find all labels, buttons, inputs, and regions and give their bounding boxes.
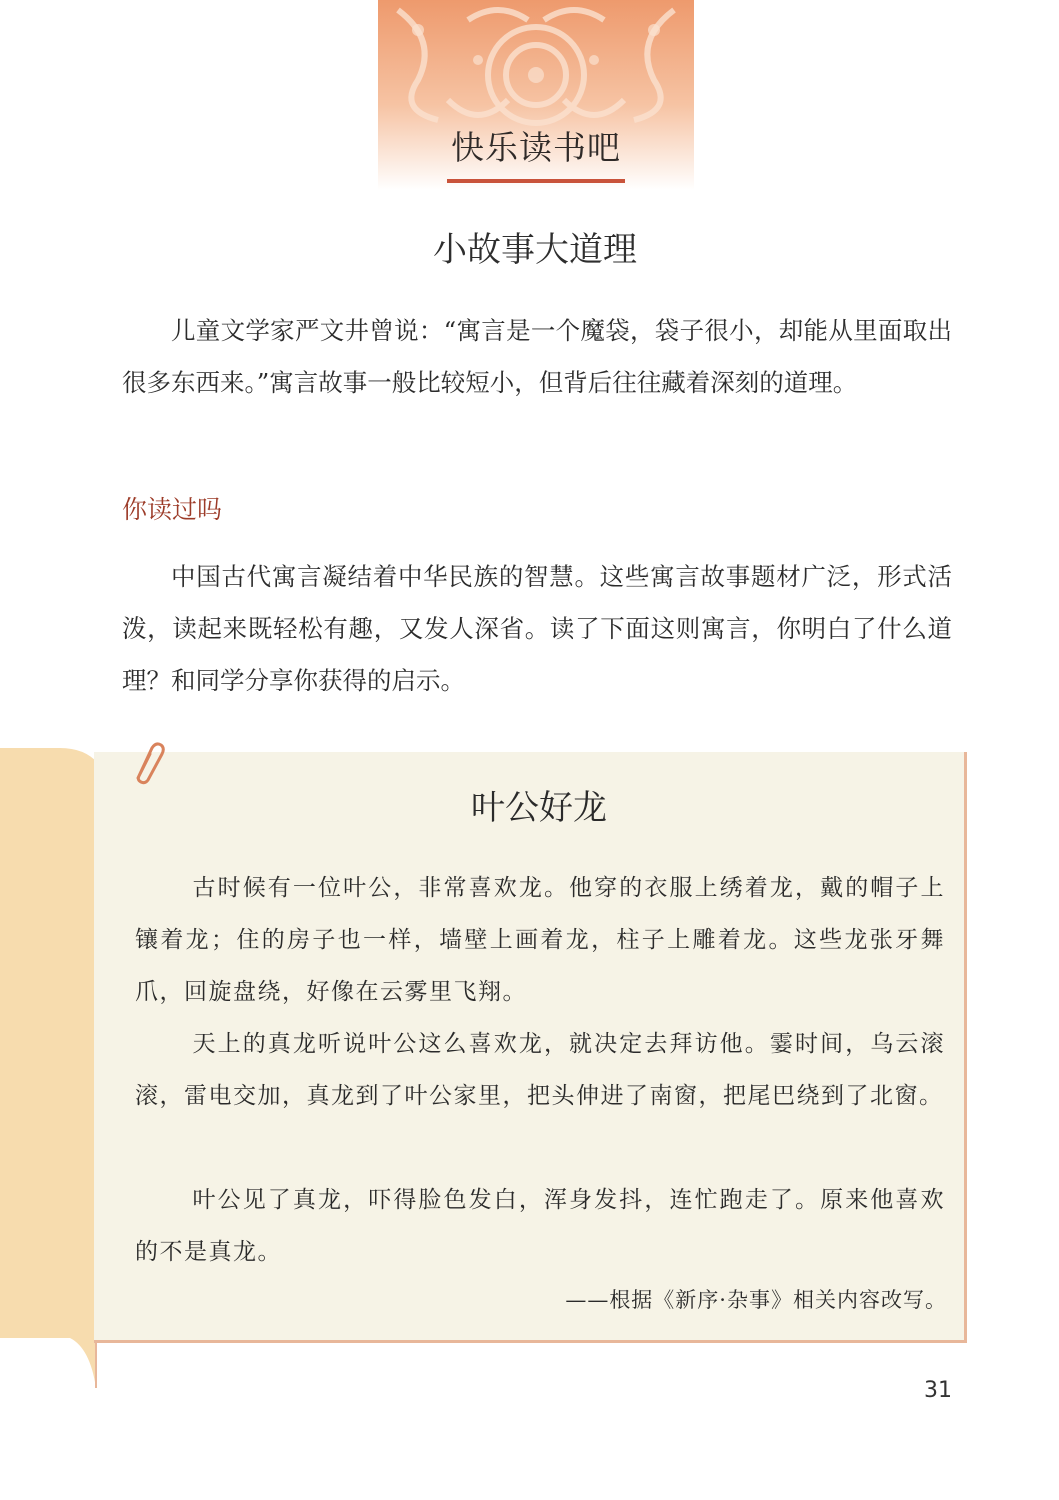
title-underline xyxy=(447,179,625,183)
story-title: 叶公好龙 xyxy=(471,788,607,828)
story-paragraph: 天上的真龙听说叶公这么喜欢龙，就决定去拜访他。霎时间，乌云滚滚，雷电交加，真龙到了叶公家里，把头伸进了南窗，把尾巴绕到了北窗。 xyxy=(135,1031,945,1109)
intro-paragraph: 儿童文学家严文井曾说：“寓言是一个魔袋，袋子很小，却能从里面取出很多东西来。”寓言故事一般比较短小，但背后往往藏着深刻的道理。 xyxy=(122,316,952,397)
section-paragraph: 中国古代寓言凝结着中华民族的智慧。这些寓言故事题材广泛，形式活泼，读起来既轻松有趣，又发人深省。读了下面这则寓言，你明白了什么道理？和同学分享你获得的启示。 xyxy=(122,562,952,695)
story-paragraph: 古时候有一位叶公，非常喜欢龙。他穿的衣服上绣着龙，戴的帽子上镶着龙；住的房子也一样，墙壁上画着龙，柱子上雕着龙。这些龙张牙舞爪，回旋盘绕，好像在云雾里飞翔。 xyxy=(135,875,945,1005)
section-heading: 你读过吗 xyxy=(122,495,223,524)
banner-title: 快乐读书吧 xyxy=(451,128,621,167)
page-number: 31 xyxy=(924,1378,952,1403)
story-paragraph: 叶公见了真龙，吓得脸色发白，浑身发抖，连忙跑走了。原来他喜欢的不是真龙。 xyxy=(135,1187,945,1265)
header-banner xyxy=(378,0,694,190)
page-subtitle: 小故事大道理 xyxy=(433,230,637,270)
story-source: ——根据《新序·杂事》相关内容改写。 xyxy=(565,1288,947,1312)
